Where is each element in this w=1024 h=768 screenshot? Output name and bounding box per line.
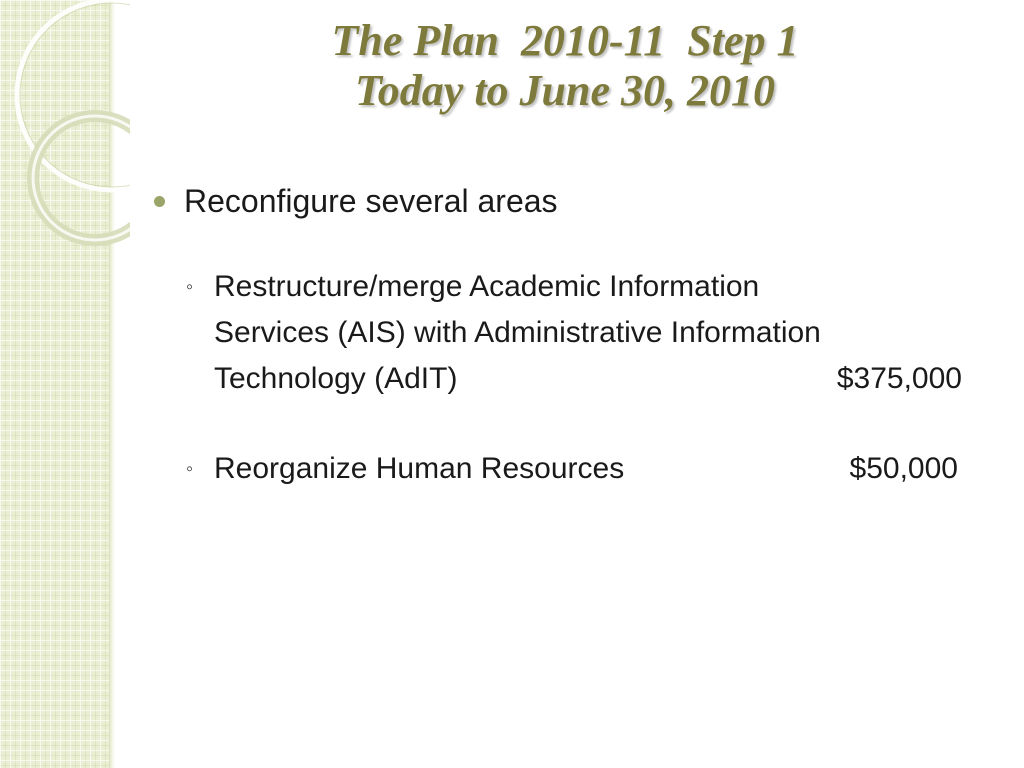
slide-title (140, 16, 990, 116)
sub-bullet-line: Restructure/merge Academic Information (214, 270, 760, 303)
bullet-reconfigure (150, 178, 990, 224)
sub-bullet-row (214, 446, 962, 492)
sub-bullet-human-resources (150, 446, 962, 492)
decorative-circles (0, 0, 130, 260)
sub-bullet-line: Technology (AdIT) (214, 362, 458, 395)
sub-bullet-line: Reorganize Human Resources (214, 452, 625, 485)
slide-body (150, 178, 990, 492)
amount-human-resources: $50,000 (849, 452, 958, 485)
title-line-2: Today to June 30, 2010 (354, 66, 776, 115)
title-line-1: The Plan 2010-11 Step 1 (331, 16, 799, 65)
sub-bullet-row (214, 356, 962, 402)
sub-bullet-circle-icon: ◦ (186, 276, 194, 298)
sub-bullet-circle-icon: ◦ (186, 458, 194, 480)
bullet-dot-icon (154, 196, 165, 207)
sub-bullet-line: Services (AIS) with Administrative Information (214, 316, 821, 349)
sub-bullet-restructure (150, 264, 962, 402)
bullet-text: Reconfigure several areas (184, 183, 558, 219)
amount-ais-adit: $375,000 (836, 362, 962, 395)
